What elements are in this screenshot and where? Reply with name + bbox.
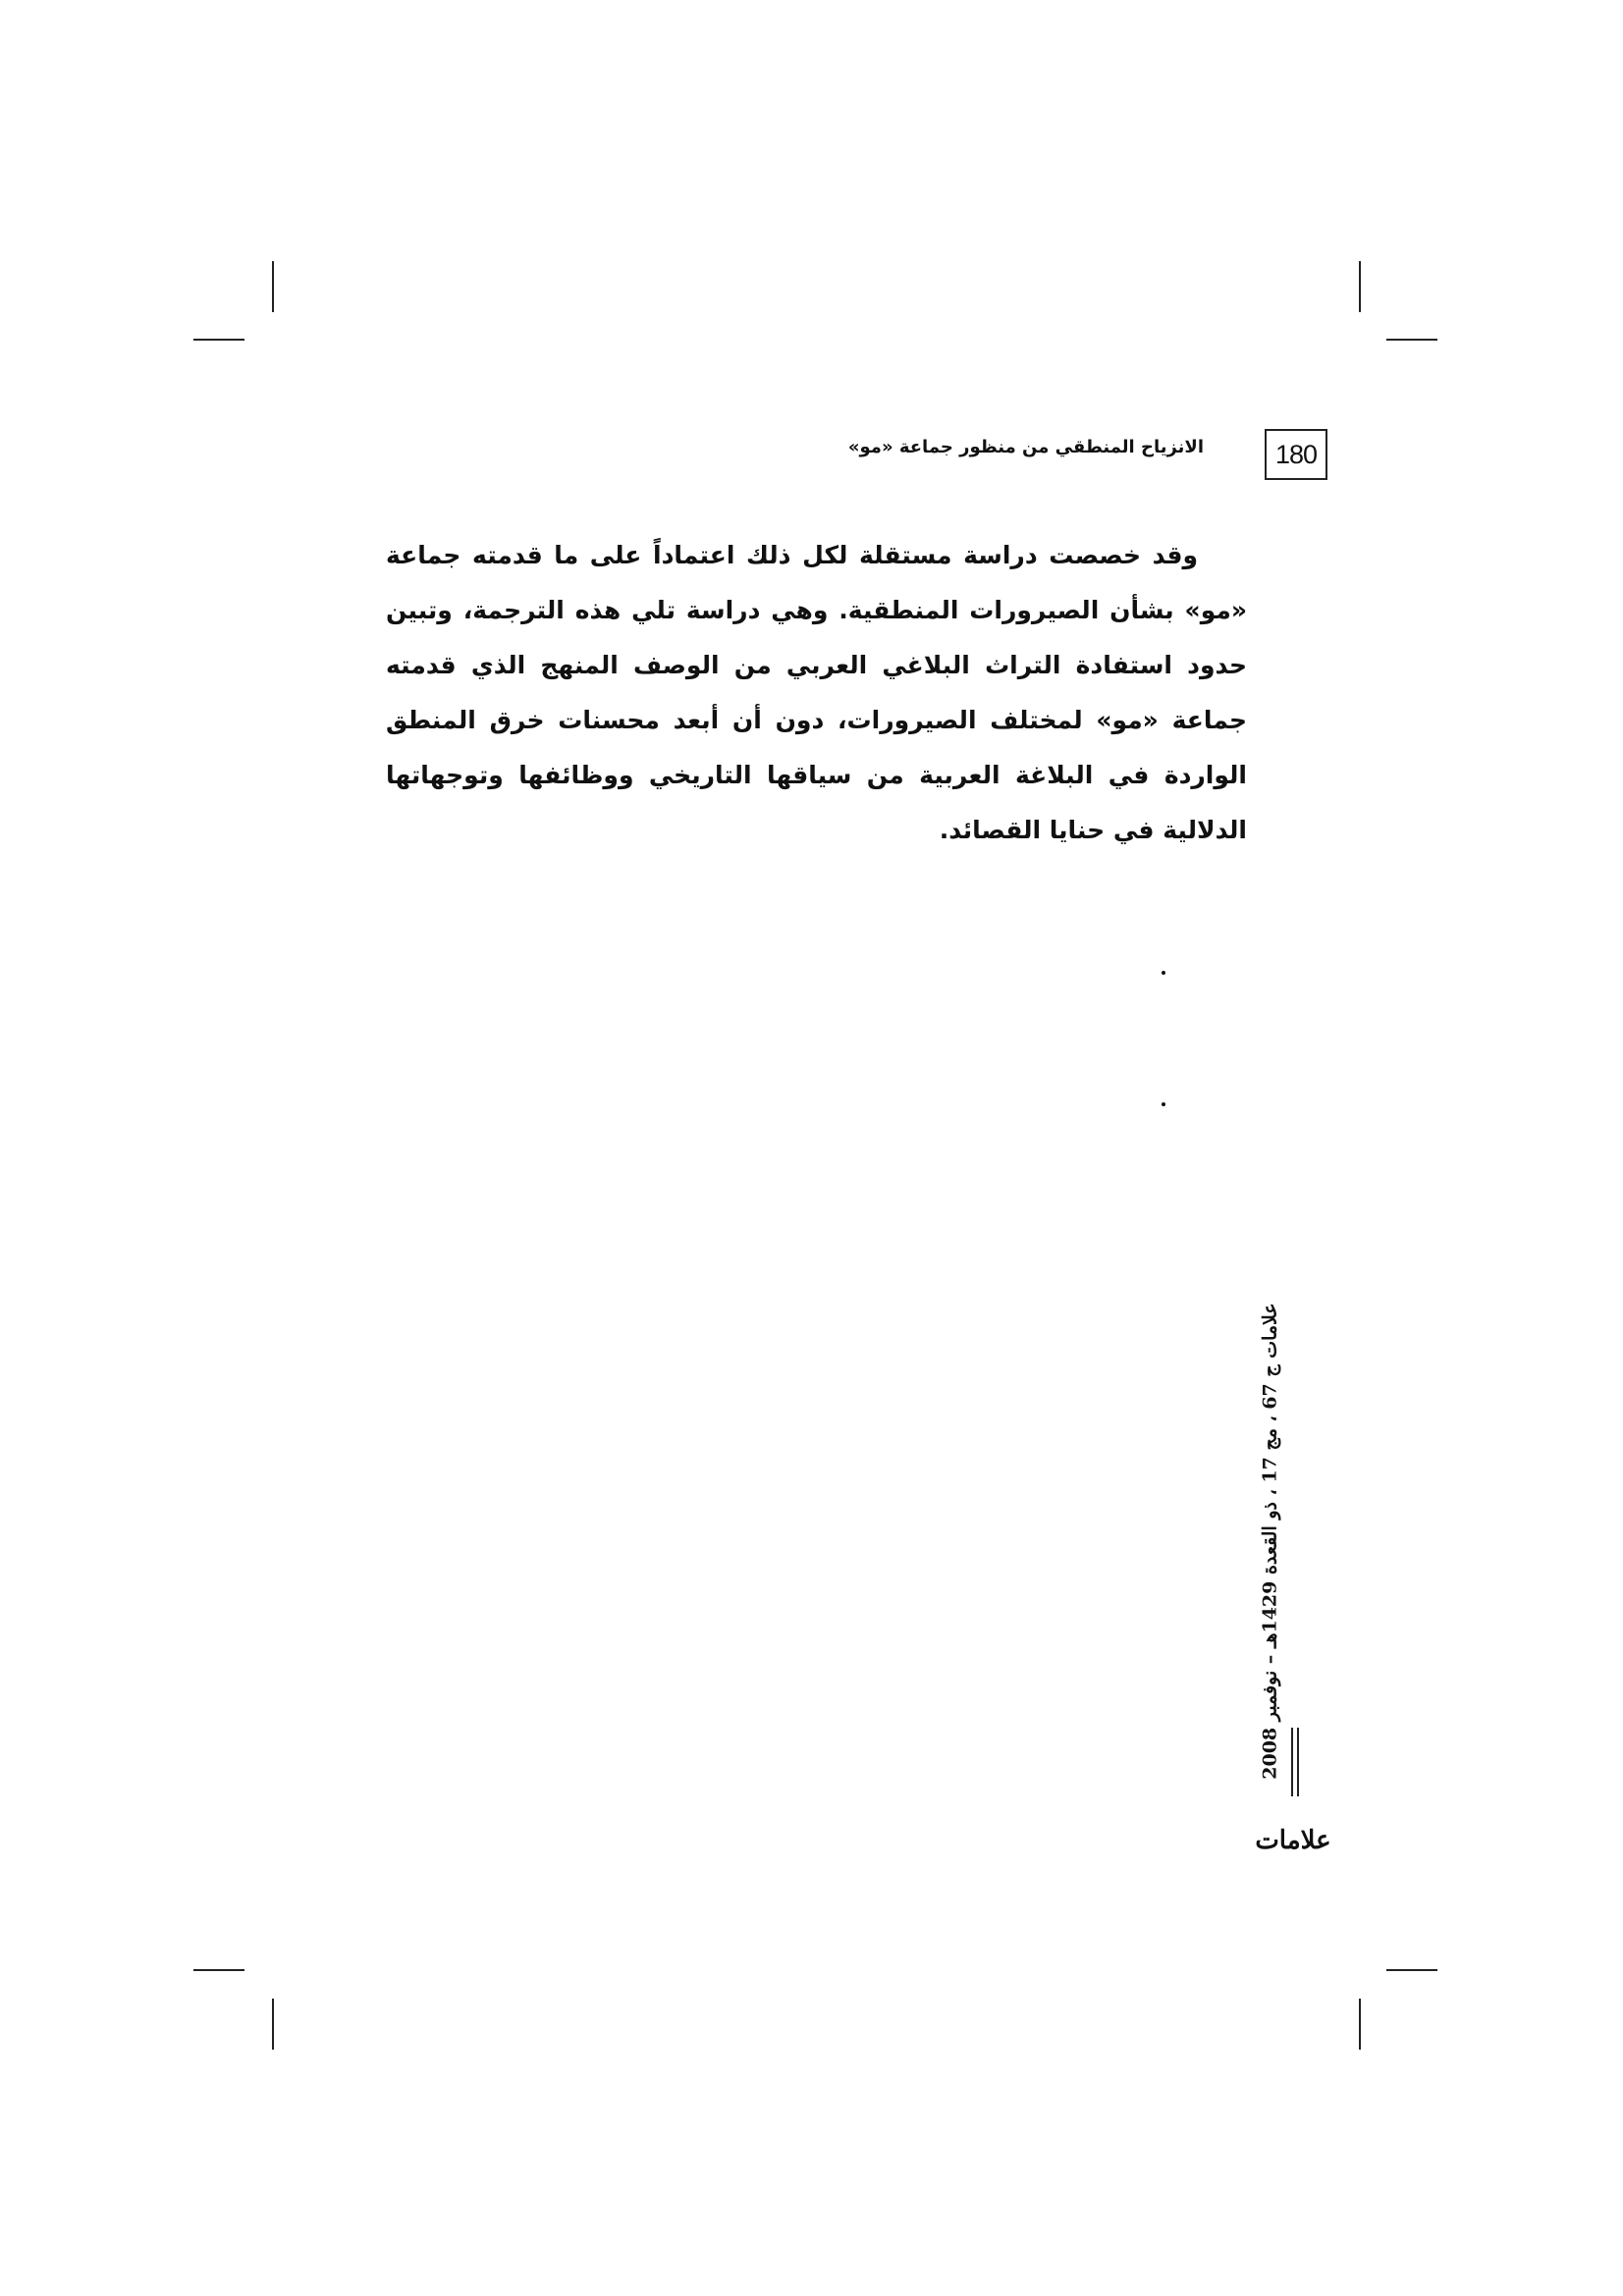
running-title: الانزياح المنطقي من منظور جماعة «مو» bbox=[847, 437, 1204, 457]
side-footer bbox=[1232, 1276, 1350, 1885]
crop-mark-top-right-vertical bbox=[1359, 261, 1361, 312]
crop-mark-bottom-left-vertical bbox=[272, 1999, 274, 2050]
crop-mark-bottom-right-horizontal bbox=[1386, 1969, 1437, 1971]
journal-logo: علامات bbox=[1255, 1826, 1331, 1855]
page-header bbox=[365, 429, 1327, 488]
journal-citation bbox=[1252, 1296, 1289, 1787]
crop-mark-top-left-horizontal bbox=[193, 339, 244, 341]
body-paragraph: وقد خصصت دراسة مستقلة لكل ذلك اعتماداً على ما قدمته جماعة «مو» بشأن الصيرورات المنطقية. وهي دراسة تلي هذه الترجمة، وتبين حدود استفادة التراث البلاغي العربي من الوصف المنهج الذي قدمته جماعة «مو» لمختلف الصيرورات، دون أن أبعد محسنات خرق المنطق الواردة في البلاغة العربية من سياقها التاريخي ووظائفها وتوجهاتها الدلالية في حنايا القصائد. bbox=[386, 541, 1247, 844]
page-number: 180 bbox=[1265, 429, 1327, 480]
stray-mark bbox=[1162, 971, 1165, 975]
crop-mark-bottom-right-vertical bbox=[1359, 1999, 1361, 2050]
double-rule-divider bbox=[1291, 1728, 1299, 1796]
crop-mark-bottom-left-horizontal bbox=[193, 1969, 244, 1971]
crop-mark-top-right-horizontal bbox=[1386, 339, 1437, 341]
crop-mark-top-left-vertical bbox=[272, 261, 274, 312]
journal-citation-text: علامات ج 67 ، مج 17 ، ذو القعدة 1429هـ – نوفمبر 2008 bbox=[1260, 1303, 1282, 1780]
stray-mark bbox=[1162, 1102, 1165, 1106]
